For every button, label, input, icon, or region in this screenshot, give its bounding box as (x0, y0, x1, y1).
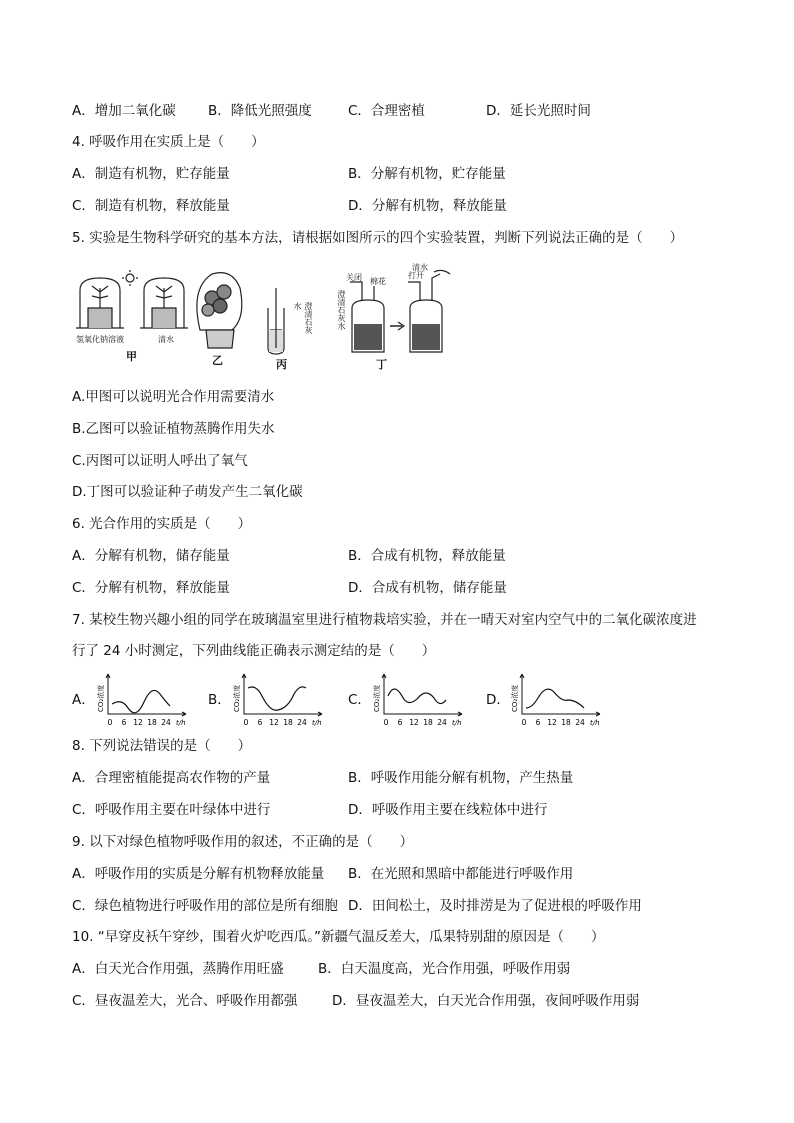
q7-graph-axes (242, 674, 322, 716)
q9-option-c: C．绿色植物进行呼吸作用的部位是所有细胞 (72, 898, 338, 914)
q5-stem: 5. 实验是生物科学研究的基本方法，请根据如图所示的四个实验装置，判断下列说法正确的是（ ） (72, 230, 684, 246)
q7-graph-curve (248, 687, 306, 710)
q5-option-b: B.乙图可以验证植物蒸腾作用失水 (72, 421, 275, 437)
q9-option-d: D．田间松土，及时排涝是为了促进根的呼吸作用 (348, 898, 642, 914)
q6-option-d: D．合成有机物，储存能量 (348, 580, 507, 596)
q5-bing-label: 澄清石灰水 (293, 302, 313, 334)
q3-option-c: C．合理密植 (348, 103, 425, 119)
q5-figure-yi: 乙 (212, 354, 223, 367)
q7-stem-line1: 7. 某校生物兴趣小组的同学在玻璃温室里进行植物栽培实验，并在一晴天对室内空气中的二氧化碳浓度进 (72, 612, 697, 628)
q4-option-d: D．分解有机物，释放能量 (348, 198, 507, 214)
q7-graph-xtick: 0 (383, 718, 389, 727)
q7-graph-xtick: 0 (107, 718, 113, 727)
q7-graph-xtick: 24 (161, 718, 171, 727)
q7-graph-curve (112, 690, 170, 712)
q7-graph-xunit: t/h (590, 719, 600, 727)
q7-graph-xtick: 12 (133, 718, 143, 727)
q5-figure-jia: 甲 (126, 350, 137, 363)
q7-graph-xtick: 18 (423, 718, 433, 727)
q5-ding-water-label: 清水 (412, 263, 428, 272)
q6-option-c: C．分解有机物，释放能量 (72, 580, 230, 596)
q4-stem: 4. 呼吸作用在实质上是（ ） (72, 134, 265, 150)
q6-option-a: A．分解有机物，储存能量 (72, 548, 230, 564)
q7-graph-xtick: 18 (561, 718, 571, 727)
q6-option-b: B．合成有机物，释放能量 (348, 548, 506, 564)
q8-option-d: D．呼吸作用主要在线粒体中进行 (348, 802, 548, 818)
q7-graph-letter: B． (208, 692, 231, 708)
q8-option-a: A．合理密植能提高农作物的产量 (72, 770, 271, 786)
q8-stem: 8. 下列说法错误的是（ ） (72, 738, 252, 754)
q7-graph-xtick: 6 (535, 718, 541, 727)
q7-graph-ylabel: CO₂浓度 (373, 684, 381, 712)
q5-figure-bing: 丙 (276, 358, 287, 371)
q8-option-b: B．呼吸作用能分解有机物，产生热量 (348, 770, 574, 786)
q7-co2-graph (228, 672, 328, 728)
q7-graph-xtick: 18 (147, 718, 157, 727)
q7-co2-graph (506, 672, 606, 728)
q7-graph-xtick: 0 (243, 718, 249, 727)
q7-graph-xtick: 24 (297, 718, 307, 727)
q5-ding-close-label: 关闭 (346, 273, 362, 282)
q6-stem: 6. 光合作用的实质是（ ） (72, 516, 252, 532)
q7-graph-axes (382, 674, 462, 716)
q3-option-b: B．降低光照强度 (208, 103, 312, 119)
q10-stem: 10. “早穿皮袄午穿纱，围着火炉吃西瓜。”新疆气温反差大，瓜果特别甜的原因是（ ） (72, 929, 605, 945)
q10-option-c: C．昼夜温差大，光合、呼吸作用都强 (72, 993, 298, 1009)
q7-co2-graph (368, 672, 468, 728)
q5-ding-side-label: 澄清石灰水 (337, 290, 346, 330)
q7-graph-xtick: 6 (257, 718, 263, 727)
q7-stem-line2: 行了 24 小时测定，下列曲线能正确表示测定结的是（ ） (72, 643, 436, 659)
q7-graph-xtick: 12 (269, 718, 279, 727)
q8-option-c: C．呼吸作用主要在叶绿体中进行 (72, 802, 271, 818)
q7-graph-letter: D． (486, 692, 510, 708)
q7-graph-xtick: 0 (521, 718, 527, 727)
q5-jia-left-label: 氢氧化钠溶液 (76, 335, 124, 344)
q7-graph-curve (526, 689, 584, 708)
q5-ding-open-label: 打开 (408, 271, 424, 280)
q5-jia-right-label: 清水 (158, 335, 174, 344)
q10-option-b: B．白天温度高，光合作用强，呼吸作用弱 (318, 961, 571, 977)
q3-option-d: D．延长光照时间 (486, 103, 591, 119)
q5-experiment-figure (72, 263, 452, 378)
q7-graph-xtick: 24 (437, 718, 447, 727)
q4-option-c: C．制造有机物，释放能量 (72, 198, 230, 214)
q7-graph-ylabel: CO₂浓度 (97, 684, 105, 712)
q3-option-a: A．增加二氧化碳 (72, 103, 176, 119)
q5-figure-ding: 丁 (376, 358, 387, 371)
q5-option-a: A.甲图可以说明光合作用需要清水 (72, 389, 275, 405)
q9-stem: 9. 以下对绿色植物呼吸作用的叙述，不正确的是（ ） (72, 834, 414, 850)
q9-option-b: B．在光照和黑暗中都能进行呼吸作用 (348, 866, 574, 882)
q7-graph-ylabel: CO₂浓度 (233, 684, 241, 712)
q4-option-b: B．分解有机物，贮存能量 (348, 166, 506, 182)
q7-graph-letter: C． (348, 692, 371, 708)
q5-option-d: D.丁图可以验证种子萌发产生二氧化碳 (72, 484, 303, 500)
q7-co2-graph (92, 672, 192, 728)
q7-graph-curve (388, 689, 446, 704)
q7-graph-xunit: t/h (176, 719, 186, 727)
q7-graph-letter: A． (72, 692, 95, 708)
q5-ding-cotton-label: 棉花 (370, 277, 386, 286)
q7-graph-xtick: 6 (121, 718, 127, 727)
q7-graph-xtick: 18 (283, 718, 293, 727)
q7-graph-xunit: t/h (452, 719, 462, 727)
q7-graph-xtick: 12 (409, 718, 419, 727)
q7-graph-ylabel: CO₂浓度 (511, 684, 519, 712)
q10-option-d: D．昼夜温差大，白天光合作用强，夜间呼吸作用弱 (332, 993, 640, 1009)
q4-option-a: A．制造有机物，贮存能量 (72, 166, 230, 182)
q7-graph-xtick: 12 (547, 718, 557, 727)
q10-option-a: A．白天光合作用强，蒸腾作用旺盛 (72, 961, 284, 977)
q7-graph-xtick: 6 (397, 718, 403, 727)
q5-option-c: C.丙图可以证明人呼出了氧气 (72, 453, 248, 469)
q7-graph-xunit: t/h (312, 719, 322, 727)
q9-option-a: A．呼吸作用的实质是分解有机物释放能量 (72, 866, 325, 882)
q7-graph-xtick: 24 (575, 718, 585, 727)
q7-graph-axes (520, 674, 600, 716)
q7-graph-axes (106, 674, 186, 716)
